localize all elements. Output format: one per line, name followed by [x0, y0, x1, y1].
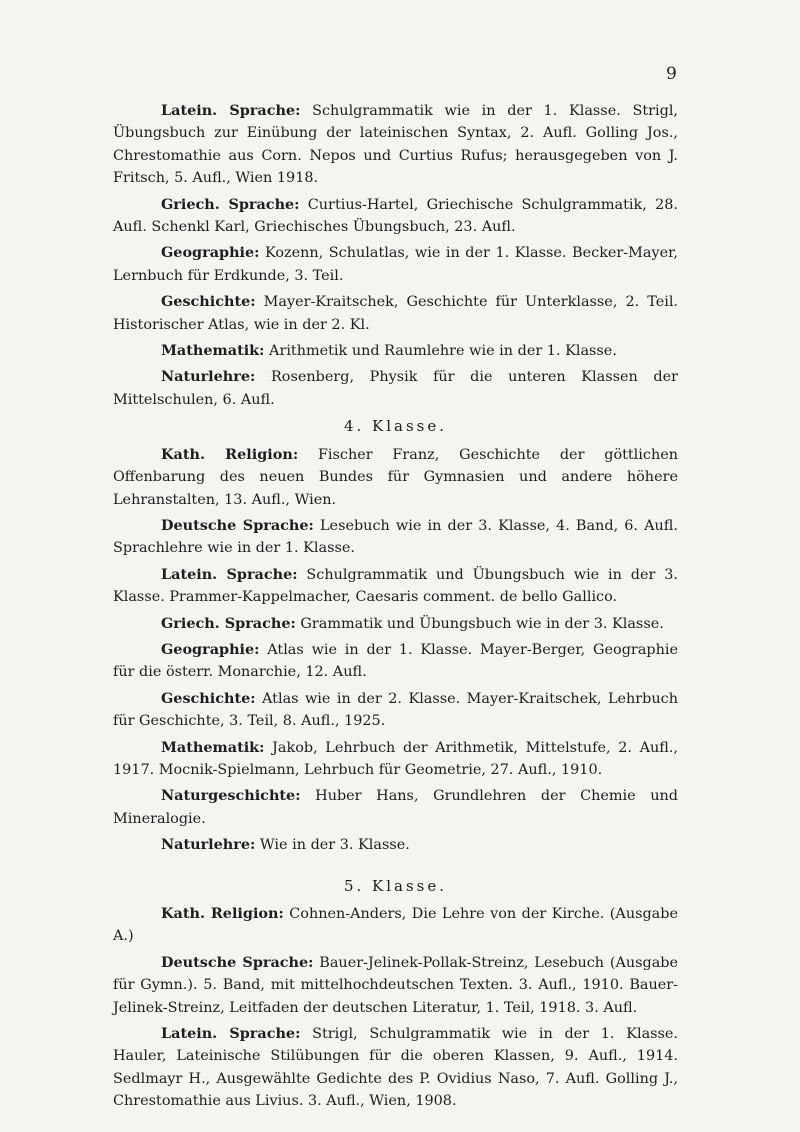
entry-subject: Mathematik:: [161, 738, 265, 756]
entry-subject: Geschichte:: [161, 293, 256, 311]
entry-text: Mayer-Kraitschek, Geschichte für Unterklasse, 2. Teil. Historischer Atlas, wie in der 2. Kl.: [113, 294, 679, 333]
class-5-heading: 5. Klasse.: [343, 876, 448, 895]
entry-subject: Kath. Religion:: [161, 445, 299, 463]
entry-subject: Latein. Sprache:: [161, 102, 301, 119]
entry-mathematik: [113, 737, 678, 782]
entry-subject: Griech. Sprache:: [161, 195, 300, 213]
entry-text: Curtius-Hartel, Griechische Schulgrammatik, 28. Aufl. Schenkl Karl, Griechisches Übungsbuch, 23. Aufl.: [113, 196, 678, 236]
entry-subject: Kath. Religion:: [161, 905, 284, 922]
entry-griechisch: [113, 613, 678, 635]
section-class4: [113, 444, 678, 857]
entry-text: Fischer Franz, Geschichte der göttlichen Offenbarung des neuen Bundes für Gymnasien und andere höhere Lehranstalten, 13. Aufl., Wien.: [113, 446, 678, 508]
entry-mathematik: [113, 340, 678, 362]
entry-geschichte: [113, 291, 678, 336]
entry-text: Cohnen-Anders, Die Lehre von der Kirche. (Ausgabe A.): [113, 906, 678, 945]
entry-subject: Naturgeschichte:: [161, 787, 301, 805]
entry-naturgeschichte: [113, 785, 678, 830]
entry-religion: [113, 903, 678, 948]
entry-subject: Naturlehre:: [161, 836, 256, 854]
entry-subject: Griech. Sprache:: [161, 614, 296, 632]
entry-subject: Deutsche Sprache:: [161, 516, 314, 534]
entry-text: Wie in der 3. Klasse.: [259, 837, 410, 854]
entry-text: Schulgrammatik wie in der 1. Klasse. Strigl, Übungsbuch zur Einübung der lateinischen Syntax, 2. Aufl. Golling Jos., Chrestomathie aus Corn. Nepos und Curtius Rufus; herausgegeben von J. Fritsch, 5. Aufl., Wien 1918.: [113, 103, 679, 187]
entry-subject: Geographie:: [161, 640, 260, 658]
entry-text: Kozenn, Schulatlas, wie in der 1. Klasse. Becker-Mayer, Lernbuch für Erdkunde, 3. Teil.: [113, 245, 679, 284]
entry-deutsch: [113, 952, 678, 1019]
entry-geographie: [113, 242, 678, 287]
entry-text: Huber Hans, Grundlehren der Chemie und Mineralogie.: [113, 788, 679, 827]
entry-subject: Geschichte:: [161, 689, 256, 707]
entry-deutsch: [113, 515, 678, 560]
entry-naturlehre: [113, 366, 678, 411]
entry-latein: [113, 100, 678, 190]
entry-subject: Mathematik:: [161, 342, 265, 360]
entry-latein: [113, 564, 678, 609]
entry-text: Strigl, Schulgrammatik wie in der 1. Klasse. Hauler, Lateinische Stilübungen für die oberen Klassen, 9. Aufl., 1914. Sedlmayr H., Ausgewählte Gedichte des P. Ovidius Naso, 7. Aufl. Golling J., Chrestomathie aus Livius. 3. Aufl., Wien, 1908.: [113, 1026, 679, 1110]
entry-text: Schulgrammatik und Übungsbuch wie in der 3. Klasse. Prammer-Kappelmacher, Caesaris comment. de bello Gallico.: [113, 566, 679, 606]
entry-subject: Naturlehre:: [161, 368, 256, 386]
section-class5: [113, 903, 678, 1113]
entry-text: Grammatik und Übungsbuch wie in der 3. Klasse.: [300, 615, 664, 632]
entry-latein: [113, 1023, 678, 1113]
entry-text: Bauer-Jelinek-Pollak-Streinz, Lesebuch (Ausgabe für Gymn.). 5. Band, mit mittelhochdeutschen Texten. 3. Aufl., 1910. Bauer-Jelinek-Streinz, Leitfaden der deutschen Literatur, 1. Teil, 1918. 3. Aufl.: [113, 954, 679, 1016]
entry-religion: [113, 444, 678, 511]
entry-text: Atlas wie in der 1. Klasse. Mayer-Berger, Geographie für die österr. Monarchie, 12. Aufl.: [113, 641, 678, 681]
entry-text: Arithmetik und Raumlehre wie in der 1. Klasse.: [269, 343, 617, 360]
entry-subject: Geographie:: [161, 244, 260, 262]
entry-text: Jakob, Lehrbuch der Arithmetik, Mittelstufe, 2. Aufl., 1917. Mocnik-Spielmann, Lehrbuch für Geometrie, 27. Aufl., 1910.: [113, 739, 678, 778]
entry-naturlehre: [113, 834, 678, 856]
entry-subject: Latein. Sprache:: [161, 1025, 301, 1043]
page-content: [113, 100, 678, 1117]
entry-text: Atlas wie in der 2. Klasse. Mayer-Kraitschek, Lehrbuch für Geschichte, 3. Teil, 8. Aufl., 1925.: [113, 690, 678, 730]
entry-geschichte: [113, 688, 678, 733]
entry-geographie: [113, 639, 678, 684]
entry-griechisch: [113, 194, 678, 239]
entry-text: Rosenberg, Physik für die unteren Klassen der Mittelschulen, 6. Aufl.: [113, 369, 678, 408]
entry-subject: Latein. Sprache:: [161, 565, 298, 583]
entry-text: Lesebuch wie in der 3. Klasse, 4. Band, 6. Aufl. Sprachlehre wie in der 1. Klasse.: [113, 517, 678, 557]
class-4-heading: 4. Klasse.: [343, 417, 448, 436]
entry-subject: Deutsche Sprache:: [161, 953, 314, 971]
page-number: 9: [666, 64, 677, 84]
section-class3-continued: [113, 100, 678, 411]
